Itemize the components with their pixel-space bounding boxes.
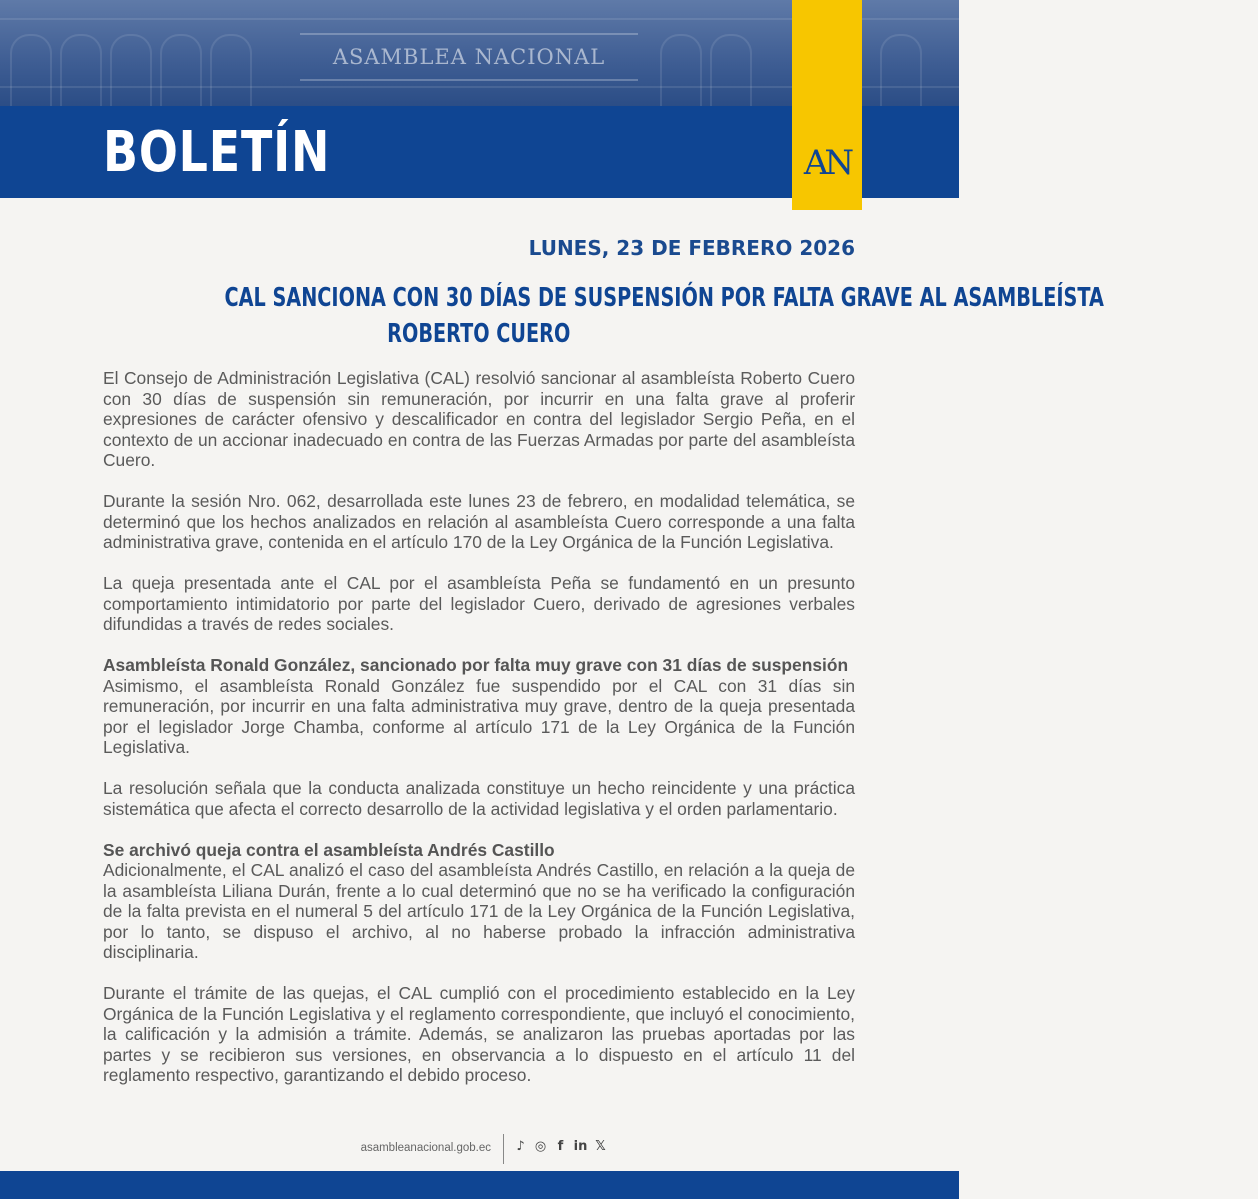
building-arch (880, 34, 922, 106)
paragraph: Durante el trámite de las quejas, el CAL cumplió con el procedimiento establecido en la Ley Orgánica de la Función Legislativa y el reglamento correspondiente, que incluyó el conocimiento, la calificación y la admisión a trámite. Además, se analizaron las pruebas aportadas por las partes y se recibieron sus versiones, en observancia a lo dispuesto en el artículo 11 del reglamento respectivo, garantizando el debido proceso. (103, 983, 855, 1085)
building-sign-text: ASAMBLEA NACIONAL (332, 45, 606, 69)
building-arch (210, 34, 252, 106)
building-arch (10, 34, 52, 106)
paragraph: El Consejo de Administración Legislativa (CAL) resolvió sancionar al asambleísta Roberto Cuero con 30 días de suspensión sin remuneración, por incurrir en una falta grave al proferir expresiones de carácter ofensivo y descalificador en contra del legislador Sergio Peña, en el contexto de un accionar inadecuado en contra de las Fuerzas Armadas por parte del asambleísta Cuero. (103, 368, 855, 470)
headline-line-1: CAL SANCIONA CON 30 DÍAS DE SUSPENSIÓN POR FALTA GRAVE AL ASAMBLEÍSTA (224, 283, 1104, 313)
subheading: Se archivó queja contra el asambleísta Andrés Castillo (103, 839, 555, 860)
footer-divider (503, 1134, 504, 1164)
building-arch (710, 34, 752, 106)
logo (792, 0, 862, 210)
building-arch (110, 34, 152, 106)
building-sign (300, 33, 638, 81)
building-arch (160, 34, 202, 106)
x-icon[interactable]: 𝕏 (595, 1139, 606, 1154)
building-arch (60, 34, 102, 106)
paragraph: Durante la sesión Nro. 062, desarrollada este lunes 23 de febrero, en modalidad telemática, se determinó que los hechos analizados en relación al asambleísta Cuero corresponde a una falta administrativa grave, contenida en el artículo 170 de la Ley Orgánica de la Función Legislativa. (103, 491, 855, 552)
headline-line-2: ROBERTO CUERO (387, 319, 571, 349)
website-url[interactable]: asambleanacional.gob.ec (360, 1142, 491, 1154)
social-icons (513, 1139, 608, 1154)
article-body (103, 368, 855, 1106)
paragraph: La resolución señala que la conducta analizada constituye un hecho reincidente y una práctica sistemática que afecta el correcto desarrollo de la actividad legislativa y el orden parlamentario. (103, 778, 855, 819)
paragraph: La queja presentada ante el CAL por el asambleísta Peña se fundamentó en un presunto comportamiento intimidatorio por parte del legislador Cuero, derivado de agresiones verbales difundidas a través de redes sociales. (103, 573, 855, 634)
paragraph: Adicionalmente, el CAL analizó el caso del asambleísta Andrés Castillo, en relación a la queja de la asambleísta Liliana Durán, frente a lo cual determinó que no se ha verificado la configuración de la falta prevista en el numeral 5 del artículo 171 de la Ley Orgánica de la Función Legislativa, por lo tanto, se dispuso el archivo, al no haberse probado la infracción administrativa disciplinaria. (103, 860, 855, 962)
subheading: Asambleísta Ronald González, sancionado por falta muy grave con 31 días de suspensión (103, 655, 849, 675)
paragraph: Asimismo, el asambleísta Ronald González fue suspendido por el CAL con 31 días sin remuneración, por incurrir en una falta administrativa muy grave, dentro de la queja presentada por el legislador Jorge Chamba, conforme al artículo 171 de la Ley Orgánica de la Función Legislativa. (103, 675, 855, 757)
linkedin-icon[interactable]: in (573, 1139, 588, 1154)
article-date: LUNES, 23 DE FEBRERO 2026 (528, 236, 855, 260)
article-headline (70, 280, 1104, 352)
page-title: BOLETÍN (103, 120, 331, 185)
facebook-icon[interactable]: f (557, 1139, 564, 1154)
building-arch (660, 34, 702, 106)
footer (0, 1134, 959, 1168)
instagram-icon[interactable]: ◎ (534, 1139, 547, 1154)
bottom-bar (0, 1171, 959, 1199)
logo-text: AN (803, 143, 851, 183)
tiktok-icon[interactable]: ♪ (516, 1139, 525, 1154)
